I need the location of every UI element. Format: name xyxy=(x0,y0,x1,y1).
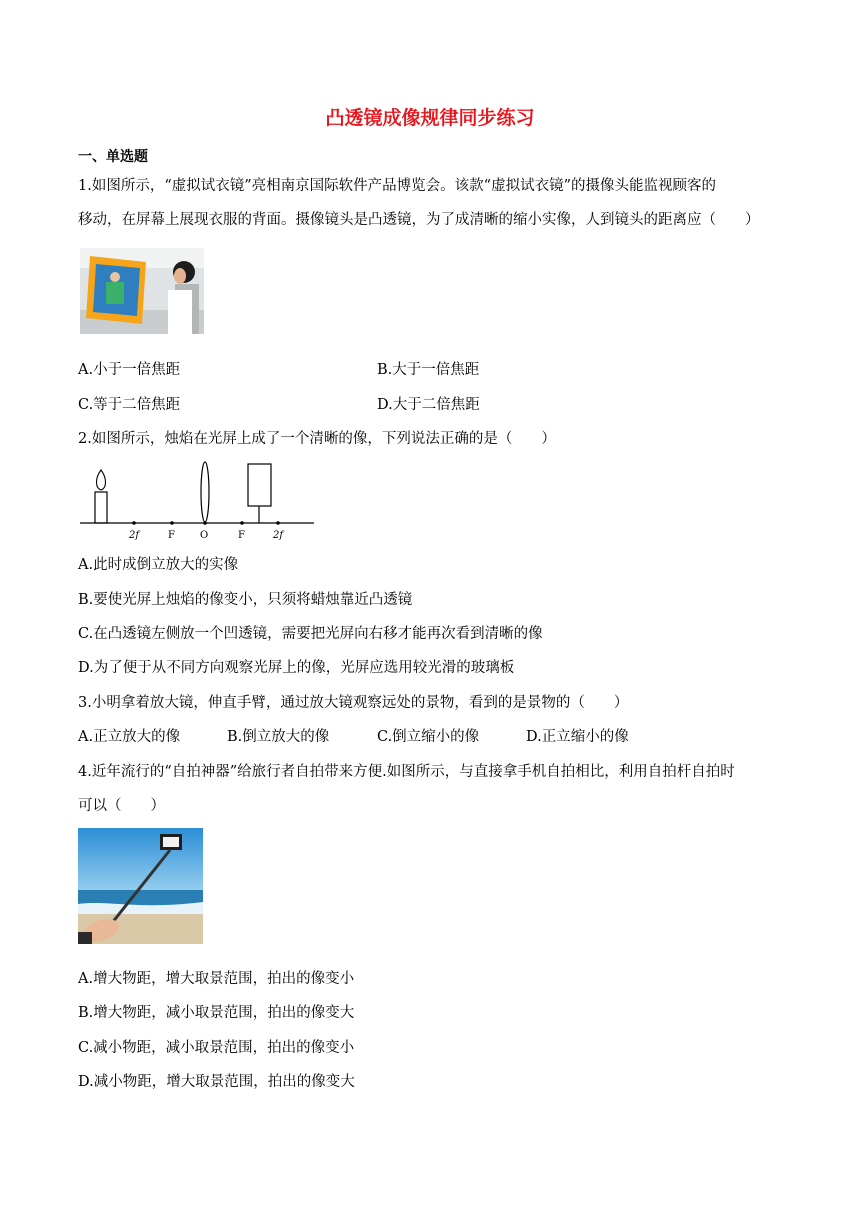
q4-stem-line2: 可以（ ） xyxy=(78,798,165,814)
q2-option-c[interactable]: C.在凸透镜左侧放一个凹透镜，需要把光屏向右移才能再次看到清晰的像 xyxy=(78,626,543,642)
label-f-right: F xyxy=(238,530,245,541)
q1-virtual-mirror-photo xyxy=(80,248,204,334)
section-heading: 一、单选题 xyxy=(78,149,148,165)
q3-option-c[interactable]: C.倒立缩小的像 xyxy=(377,729,480,745)
q1-option-b[interactable]: B.大于一倍焦距 xyxy=(377,362,480,378)
q2-option-a[interactable]: A.此时成倒立放大的实像 xyxy=(78,557,239,573)
q2-stem: 2.如图所示，烛焰在光屏上成了一个清晰的像，下列说法正确的是（ ） xyxy=(78,431,556,447)
q3-stem: 3.小明拿着放大镜，伸直手臂，通过放大镜观察远处的景物，看到的是景物的（ ） xyxy=(78,695,629,711)
q1-stem-line2: 移动，在屏幕上展现衣服的背面。摄像镜头是凸透镜，为了成清晰的缩小实像，人到镜头的距离应（ ） xyxy=(78,212,760,228)
q1-option-d[interactable]: D.大于二倍焦距 xyxy=(377,397,480,413)
label-2f-right: 2f xyxy=(273,530,284,541)
page-title: 凸透镜成像规律同步练习 xyxy=(325,107,535,129)
q2-option-b[interactable]: B.要使光屏上烛焰的像变小，只须将蜡烛靠近凸透镜 xyxy=(78,592,413,608)
q4-option-d[interactable]: D.减小物距，增大取景范围，拍出的像变大 xyxy=(78,1074,355,1090)
q4-selfie-stick-photo xyxy=(78,828,203,944)
label-2f-left: 2f xyxy=(129,530,140,541)
q4-option-b[interactable]: B.增大物距，减小取景范围，拍出的像变大 xyxy=(78,1005,355,1021)
label-o: O xyxy=(200,530,209,541)
q3-option-a[interactable]: A.正立放大的像 xyxy=(78,729,181,745)
q1-option-a[interactable]: A.小于一倍焦距 xyxy=(78,362,181,378)
q4-option-c[interactable]: C.减小物距，减小取景范围，拍出的像变小 xyxy=(78,1040,355,1056)
q1-option-c[interactable]: C.等于二倍焦距 xyxy=(78,397,181,413)
q4-option-a[interactable]: A.增大物距，增大取景范围，拍出的像变小 xyxy=(78,971,355,987)
q4-stem-line1: 4.近年流行的“自拍神器”给旅行者自拍带来方便.如图所示，与直接拿手机自拍相比，利用自拍杆自拍时 xyxy=(78,764,735,780)
q2-optics-diagram xyxy=(78,458,318,542)
q2-option-d[interactable]: D.为了便于从不同方向观察光屏上的像，光屏应选用较光滑的玻璃板 xyxy=(78,660,515,676)
label-f-left: F xyxy=(168,530,175,541)
q3-option-b[interactable]: B.倒立放大的像 xyxy=(227,729,330,745)
q1-stem-line1: 1.如图所示，“虚拟试衣镜”亮相南京国际软件产品博览会。该款“虚拟试衣镜”的摄像头能监视顾客的 xyxy=(78,178,716,194)
q3-option-d[interactable]: D.正立缩小的像 xyxy=(526,729,629,745)
